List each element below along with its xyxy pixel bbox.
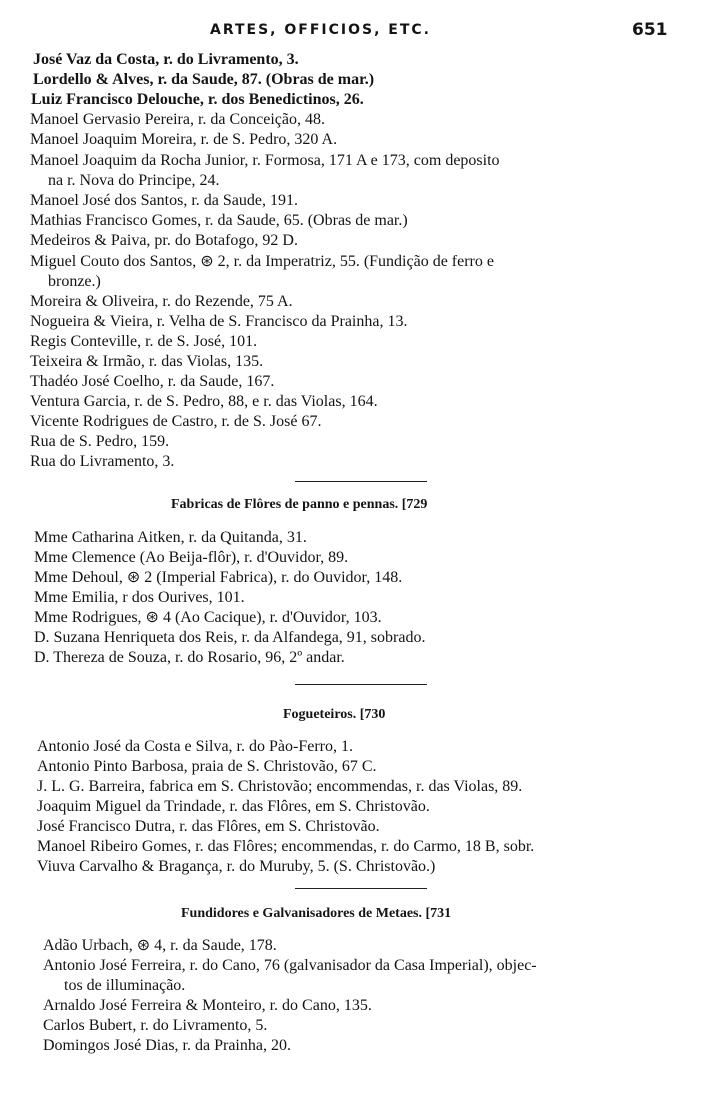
section-divider (295, 481, 427, 482)
list-item: Antonio Pinto Barbosa, praia de S. Christovão, 67 C. (37, 758, 377, 775)
running-head: ARTES, OFFICIOS, ETC. (210, 22, 431, 38)
list-item: Moreira & Oliveira, r. do Rezende, 75 A. (30, 293, 293, 310)
list-item: Carlos Bubert, r. do Livramento, 5. (43, 1017, 268, 1034)
section-heading: Fabricas de Flôres de panno e pennas. [729 (171, 497, 428, 512)
list-item: tos de illuminação. (64, 977, 186, 994)
page-number: 651 (632, 20, 668, 40)
list-item: Miguel Couto dos Santos, ⊛ 2, r. da Imperatriz, 55. (Fundição de ferro e (30, 253, 494, 270)
list-item: D. Thereza de Souza, r. do Rosario, 96, 2º andar. (34, 649, 345, 666)
list-item: Medeiros & Paiva, pr. do Botafogo, 92 D. (30, 232, 298, 249)
list-item: bronze.) (48, 273, 101, 290)
list-item: J. L. G. Barreira, fabrica em S. Christovão; encommendas, r. das Violas, 89. (37, 778, 523, 795)
page-header (0, 22, 725, 44)
list-item: Arnaldo José Ferreira & Monteiro, r. do Cano, 135. (43, 997, 372, 1014)
list-item: Regis Conteville, r. de S. José, 101. (30, 333, 258, 350)
list-item: Manoel Joaquim Moreira, r. de S. Pedro, 320 A. (30, 131, 338, 148)
list-item: Vicente Rodrigues de Castro, r. de S. José 67. (30, 413, 322, 430)
list-item: Ventura Garcia, r. de S. Pedro, 88, e r. das Violas, 164. (30, 393, 378, 410)
list-item: Mme Emilia, r dos Ourives, 101. (34, 589, 245, 606)
list-item: Manoel Ribeiro Gomes, r. das Flôres; encommendas, r. do Carmo, 18 B, sobr. (37, 838, 535, 855)
list-item: Viuva Carvalho & Bragança, r. do Muruby, 5. (S. Christovão.) (37, 858, 436, 875)
list-item: Teixeira & Irmão, r. das Violas, 135. (30, 353, 264, 370)
list-item: Mme Rodrigues, ⊛ 4 (Ao Cacique), r. d'Ouvidor, 103. (34, 609, 382, 626)
list-item: Antonio José da Costa e Silva, r. do Pào-Ferro, 1. (37, 738, 353, 755)
list-item: Luiz Francisco Delouche, r. dos Benedictinos, 26. (31, 91, 364, 108)
list-item: na r. Nova do Principe, 24. (48, 172, 220, 189)
section-divider (295, 684, 427, 685)
list-item: Adão Urbach, ⊛ 4, r. da Saude, 178. (43, 937, 277, 954)
list-item: D. Suzana Henriqueta dos Reis, r. da Alfandega, 91, sobrado. (34, 629, 426, 646)
list-item: José Vaz da Costa, r. do Livramento, 3. (33, 51, 299, 68)
section-heading: Fogueteiros. [730 (283, 707, 386, 722)
list-item: Thadéo José Coelho, r. da Saude, 167. (30, 373, 275, 390)
list-item: Nogueira & Vieira, r. Velha de S. Francisco da Prainha, 13. (30, 313, 408, 330)
list-item: Manoel José dos Santos, r. da Saude, 191. (30, 192, 298, 209)
list-item: Antonio José Ferreira, r. do Cano, 76 (galvanisador da Casa Imperial), objec- (43, 957, 537, 974)
list-item: Domingos José Dias, r. da Prainha, 20. (43, 1037, 291, 1054)
list-item: Mathias Francisco Gomes, r. da Saude, 65. (Obras de mar.) (30, 212, 408, 229)
list-item: Mme Clemence (Ao Beija-flôr), r. d'Ouvidor, 89. (34, 549, 349, 566)
section-heading: Fundidores e Galvanisadores de Metaes. [731 (181, 906, 452, 921)
list-item: Mme Dehoul, ⊛ 2 (Imperial Fabrica), r. do Ouvidor, 148. (34, 569, 403, 586)
section-divider (295, 888, 427, 889)
list-item: José Francisco Dutra, r. das Flôres, em S. Christovão. (37, 818, 380, 835)
list-item: Mme Catharina Aitken, r. da Quitanda, 31. (34, 529, 307, 546)
list-item: Manoel Gervasio Pereira, r. da Conceição, 48. (30, 111, 326, 128)
list-item: Rua do Livramento, 3. (30, 453, 175, 470)
list-item: Rua de S. Pedro, 159. (30, 433, 170, 450)
list-item: Lordello & Alves, r. da Saude, 87. (Obras de mar.) (33, 71, 375, 88)
list-item: Joaquim Miguel da Trindade, r. das Flôres, em S. Christovão. (37, 798, 430, 815)
list-item: Manoel Joaquim da Rocha Junior, r. Formosa, 171 A e 173, com deposito (30, 152, 500, 169)
